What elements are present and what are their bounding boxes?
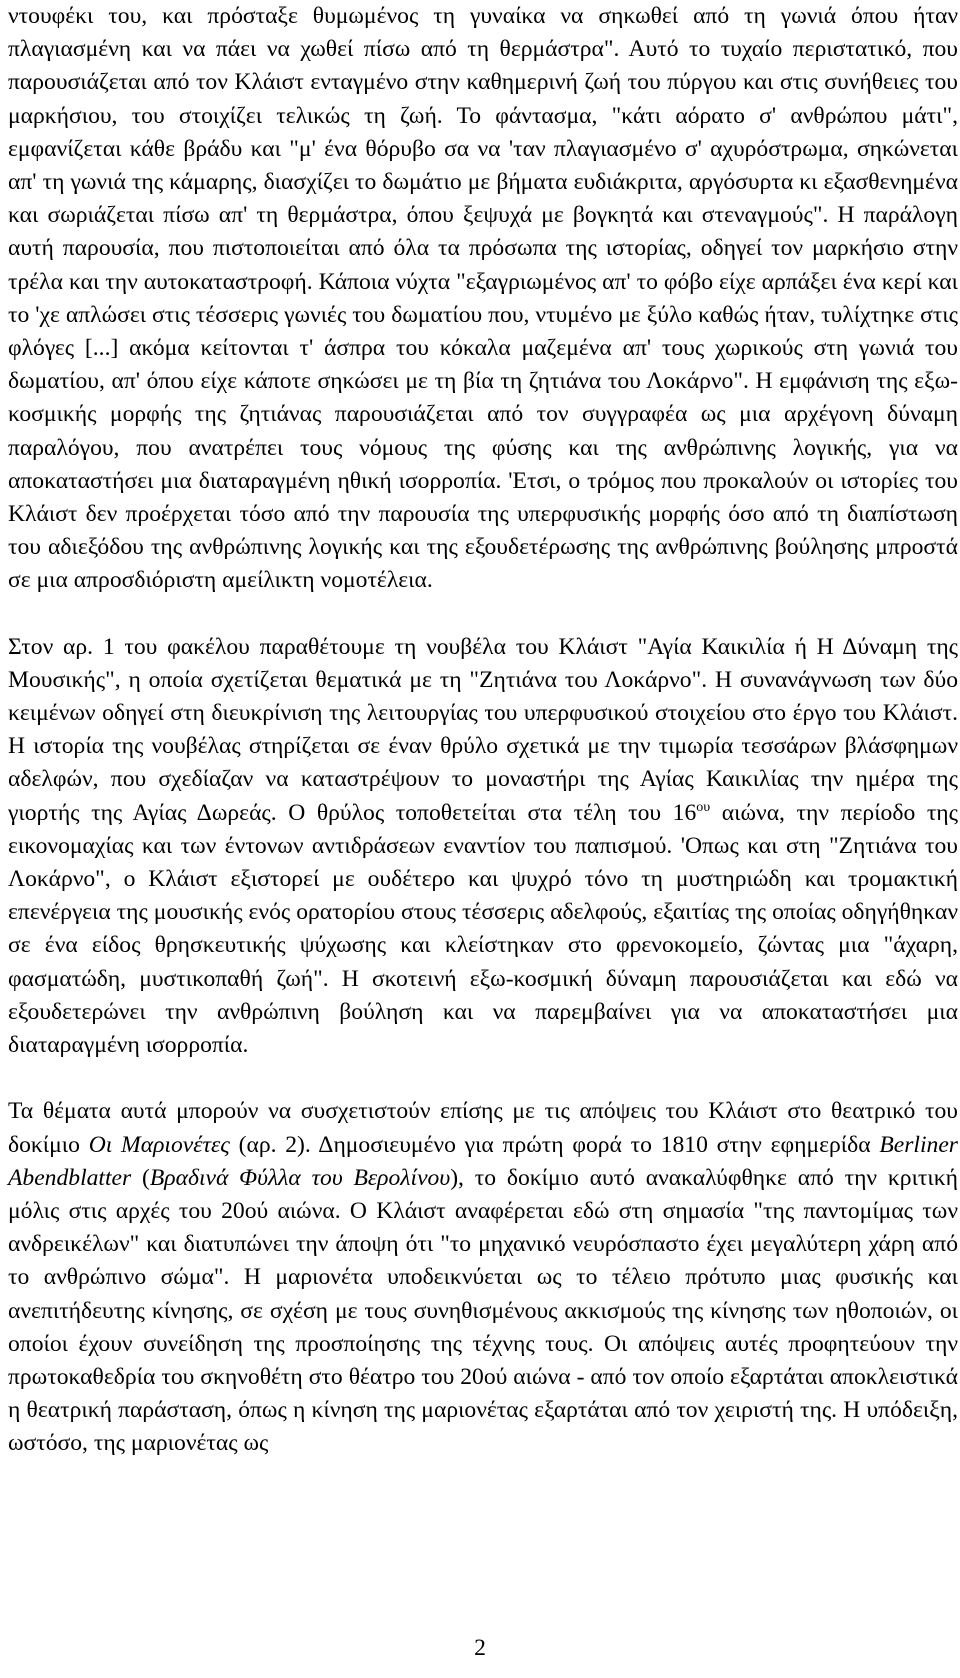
document-page bbox=[8, 0, 958, 1461]
paragraph-3 bbox=[8, 1095, 958, 1460]
newspaper-title: Berliner Abendblatter bbox=[8, 1131, 958, 1191]
paragraph-3-text-d: ), το δοκίμιο αυτό ανακαλύφθηκε από την κριτική μόλις στις αρχές του 20ού αιώνα. Ο Κλάιστ αναφέρεται εδώ στη σημασία "της παντομίμας των ανδρεικέλων" και διατυπώνει την άποψη ότι "το μηχανικό νευρόσπαστο έχει μεγαλύτερη χάρη από το ανθρώπινο σώμα". Η μαριονέτα υποδεικνύεται ως το τέλειο πρότυπο μιας φυσικής και ανεπιτήδευτης κίνησης, σε σχέση με τους συνηθισμένους ακκισμούς της κίνησης των ηθοποιών, οι οποίοι έχουν συνείδηση της προσποίησης της τέχνης τους. Οι απόψεις αυτές προφητεύουν την πρωτοκαθεδρία του σκηνοθέτη στο θέατρο του 20ού αιώνα - από τον οποίο εξαρτάται αποκλειστικά η θεατρική παράσταση, όπως η κίνηση της μαριονέτας εξαρτάται από τον χειριστή της. Η υπόδειξη, ωστόσο, της μαριονέτας ως bbox=[8, 1164, 958, 1457]
paragraph-2-text-b: αιώνα, την περίοδο της εικονομαχίας και των έντονων αντιδράσεων εναντίον του παπισμού. 'Οπως και στη "Ζητιάνα του Λοκάρνο", ο Κλάιστ εξιστορεί με ουδέτερο και ψυχρό τόνο τη μυστηριώδη και τρομακτική επενέργεια της μουσικής ενός ορατορίου στους τέσσερις αδελφούς, εξαιτίας της οποίας οδηγήθηκαν σε ένα είδος θρησκευτικής ψύχωσης και κλείστηκαν στο φρενοκομείο, ζώντας μια "άχαρη, φασματώδη, μυστικοπαθή ζωή". Η σκοτεινή εξω-κοσμική δύναμη παρουσιάζεται και εδώ να εξουδετερώνει την ανθρώπινη βούληση και να παρεμβαίνει για να αποκαταστήσει μια διαταραγμένη ισορροπία. bbox=[8, 799, 958, 1059]
paragraph-gap bbox=[8, 598, 958, 631]
paragraph-3-text-c: ( bbox=[131, 1164, 150, 1191]
essay-title: Οι Μαριονέτες bbox=[88, 1131, 230, 1158]
newspaper-translation: Βραδινά Φύλλα του Βερολίνου bbox=[149, 1164, 451, 1191]
paragraph-gap bbox=[8, 1062, 958, 1095]
paragraph-1: ντουφέκι του, και πρόσταξε θυμωμένος τη γυναίκα να σηκωθεί από τη γωνιά όπου ήταν πλαγιασμένη και να πάει να χωθεί πίσω από τη θερμάστρα". Αυτό το τυχαίο περιστατικό, που παρουσιάζεται από τον Κλάιστ ενταγμένο στην καθημερινή ζωή του πύργου και στις συνήθειες του μαρκήσιου, του στοιχίζει τελικώς τη ζωή. Το φάντασμα, "κάτι αόρατο σ' ανθρώπου μάτι", εμφανίζεται κάθε βράδυ και "μ' ένα θόρυβο σα να 'ταν πλαγιασμένο σ' αχυρόστρωμα, σηκώνεται απ' τη γωνιά της κάμαρης, διασχίζει το δωμάτιο με βήματα ευδιάκριτα, αργόσυρτα κι εξασθενημένα και σωριάζεται πίσω απ' τη θερμάστρα, όπου ξεψυχά με βογκητά και στεναγμούς". Η παράλογη αυτή παρουσία, που πιστοποιείται από όλα τα πρόσωπα της ιστορίας, οδηγεί τον μαρκήσιο στην τρέλα και την αυτοκαταστροφή. Κάποια νύχτα "εξαγριωμένος απ' το φόβο είχε αρπάξει ένα κερί και το 'χε απλώσει στις τέσσερις γωνιές του δωματίου που, ντυμένο με ξύλο καθώς ήταν, τυλίχτηκε στις φλόγες [...] ακόμα κείτονται τ' άσπρα του κόκαλα μαζεμένα απ' τους χωρικούς στη γωνιά του δωματίου, απ' όπου είχε κάποτε σηκώσει με τη βία τη ζητιάνα του Λοκάρνο". Η εμφάνιση της εξω-κοσμικής μορφής της ζητιάνας παρουσιάζεται από τον συγγραφέα ως μια αρχέγονη δύναμη παραλόγου, που ανατρέπει τους νόμους της φύσης και της ανθρώπινης λογικής, για να αποκαταστήσει μια διαταραγμένη ηθική ισορροπία. 'Ετσι, ο τρόμος που προκαλούν οι ιστορίες του Κλάιστ δεν προέρχεται τόσο από την παρουσία της υπερφυσικής μορφής όσο από τη διαπίστωση του αδιεξόδου της ανθρώπινης λογικής και της εξουδετέρωσης της ανθρώπινης βούλησης μπροστά σε μια απροσδιόριστη αμείλικτη νομοτέλεια. bbox=[8, 3, 958, 594]
paragraph-3-text-a: Τα θέματα αυτά μπορούν να συσχετιστούν επίσης με τις απόψεις του Κλάιστ στο θεατρικό του δοκίμιο bbox=[8, 1098, 958, 1158]
paragraph-3-text-b: (αρ. 2). Δημοσιευμένο για πρώτη φορά το 1810 στην εφημερίδα bbox=[229, 1131, 880, 1158]
ordinal-superscript: ου bbox=[696, 799, 711, 815]
paragraph-2-text-a: Στον αρ. 1 του φακέλου παραθέτουμε τη νουβέλα του Κλάιστ "Αγία Καικιλία ή Η Δύναμη της Μουσικής", η οποία σχετίζεται θεματικά με τη "Ζητιάνα του Λοκάρνο". Η συνανάγνωση των δύο κειμένων οδηγεί στη διευκρίνιση της λειτουργίας του υπερφυσικού στοιχείου στο έργο του Κλάιστ. Η ιστορία της νουβέλας στηρίζεται σε έναν θρύλο σχετικά με την τιμωρία τεσσάρων βλάσφημων αδελφών, που σχεδίαζαν να καταστρέψουν το μοναστήρι της Αγίας Καικιλίας την ημέρα της γιορτής της Αγίας Δωρεάς. Ο θρύλος τοποθετείται στα τέλη του 16 bbox=[8, 633, 958, 826]
page-number: 2 bbox=[474, 1635, 486, 1661]
paragraph-2 bbox=[8, 631, 958, 1063]
